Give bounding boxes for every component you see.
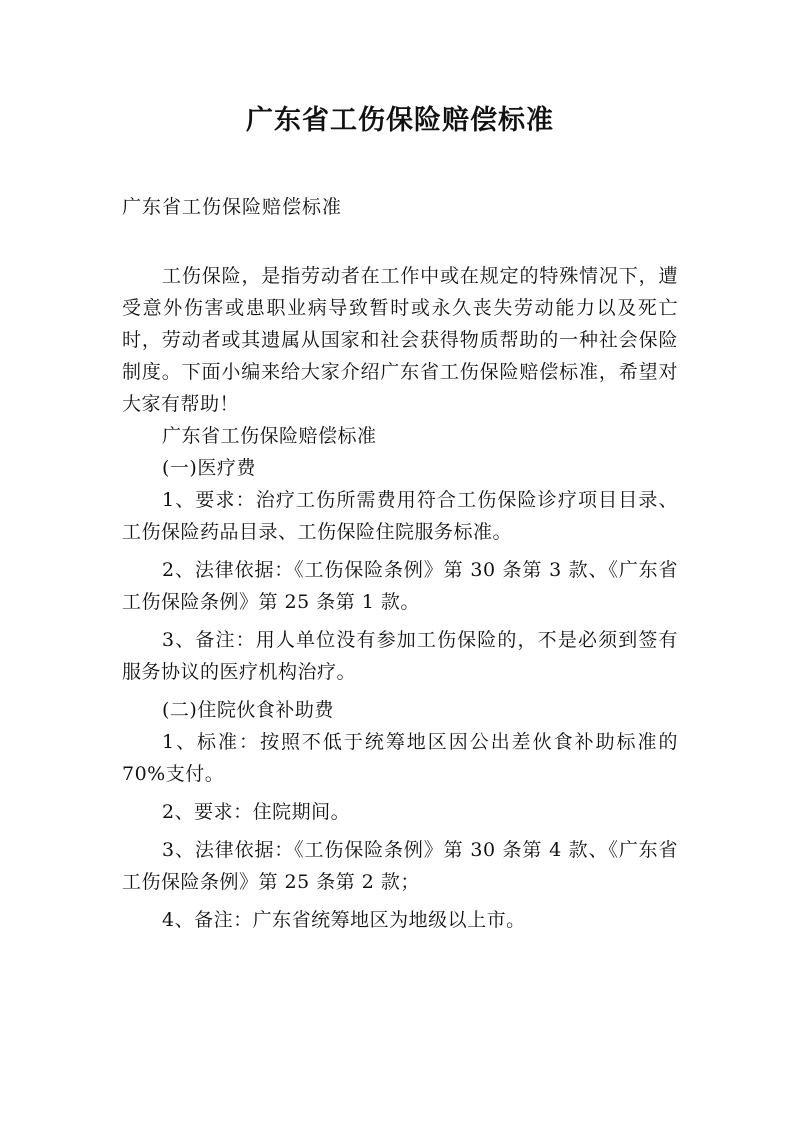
section-heading: 广东省工伤保险赔偿标准 xyxy=(162,425,377,447)
paragraph: 3、法律依据：《工伤保险条例》第 30 条第 4 款、《广东省工伤保险条例》第 25 条第 2 款； xyxy=(122,839,678,893)
intro-paragraph: 工伤保险，是指劳动者在工作中或在规定的特殊情况下，遭受意外伤害或患职业病导致暂时或永久丧失劳动能力以及死亡时，劳动者或其遗属从国家和社会获得物质帮助的一种社会保险制度。下面小编来给大家介绍广东省工伤保险赔偿标准，希望对大家有帮助！ xyxy=(122,265,678,415)
paragraph: 1、标准：按照不低于统筹地区因公出差伙食补助标准的 70%支付。 xyxy=(122,731,678,785)
subsection-heading-meal: (二)住院伙食补助费 xyxy=(162,699,334,721)
paragraph: 3、备注：用人单位没有参加工伤保险的，不是必须到签有服务协议的医疗机构治疗。 xyxy=(122,629,678,683)
paragraph: 2、要求：住院期间。 xyxy=(162,801,351,823)
paragraph: 2、法律依据：《工伤保险条例》第 30 条第 3 款、《广东省工伤保险条例》第 25 条第 1 款。 xyxy=(122,559,678,613)
document-body xyxy=(122,260,678,936)
document-subtitle: 广东省工伤保险赔偿标准 xyxy=(122,196,343,218)
paragraph: 4、备注：广东省统筹地区为地级以上市。 xyxy=(162,909,526,931)
subsection-heading-medical: (一)医疗费 xyxy=(162,457,256,479)
document-title: 广东省工伤保险赔偿标准 xyxy=(246,105,554,136)
paragraph: 1、要求：治疗工伤所需费用符合工伤保险诊疗项目目录、工伤保险药品目录、工伤保险住院服务标准。 xyxy=(122,489,678,543)
